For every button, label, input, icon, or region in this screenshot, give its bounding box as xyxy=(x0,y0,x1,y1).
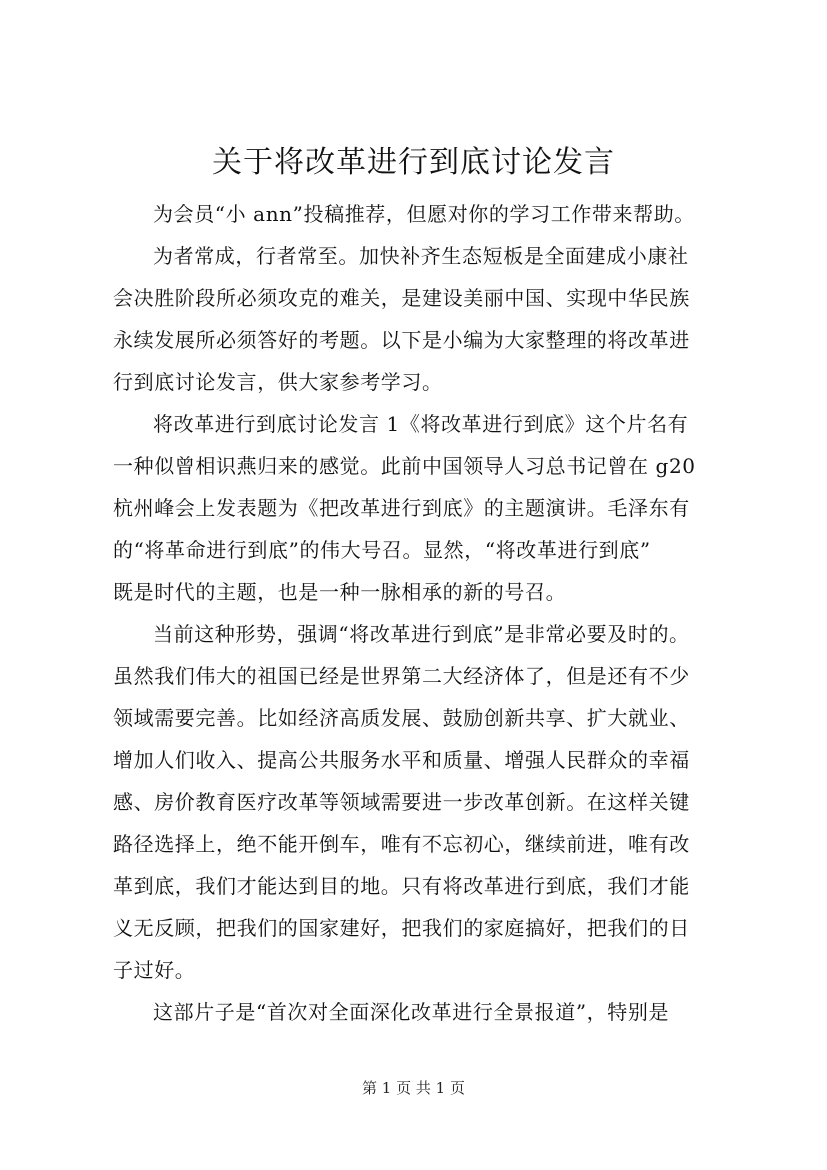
paragraph-line: 路径选择上，绝不能开倒车，唯有不忘初心，继续前进，唯有改 xyxy=(113,832,690,856)
paragraph-line: 一种似曾相识燕归来的感觉。此前中国领导人习总书记曾在 g20 xyxy=(113,454,696,478)
paragraph-line: 会决胜阶段所必须攻克的难关，是建设美丽中国、实现中华民族 xyxy=(113,286,690,310)
paragraph-line: 领域需要完善。比如经济高质发展、鼓励创新共享、扩大就业、 xyxy=(113,706,690,730)
paragraph-line: 永续发展所必须答好的考题。以下是小编为大家整理的将改革进 xyxy=(113,328,690,352)
paragraph-line: 既是时代的主题，也是一种一脉相承的新的号召。 xyxy=(113,580,567,604)
paragraph-3 xyxy=(113,403,715,613)
paragraph-line: 虽然我们伟大的祖国已经是世界第二大经济体了，但是还有不少 xyxy=(113,664,690,688)
paragraph-line: 将改革进行到底讨论发言 1《将改革进行到底》这个片名有 xyxy=(153,412,689,436)
paragraph-line: 杭州峰会上发表题为《把改革进行到底》的主题演讲。毛泽东有 xyxy=(113,496,690,520)
paragraph-line: 行到底讨论发言，供大家参考学习。 xyxy=(113,370,443,394)
paragraph-line: 这部片子是“首次对全面深化改革进行全景报道”，特别是 xyxy=(153,1000,670,1024)
paragraph-line: 子过好。 xyxy=(113,958,196,982)
paragraph-line: 感、房价教育医疗改革等领域需要进一步改革创新。在这样关键 xyxy=(113,790,690,814)
paragraph-4 xyxy=(113,613,715,991)
document-title: 关于将改革进行到底讨论发言 xyxy=(212,145,615,180)
paragraph-line: 为会员“小 ann”投稿推荐，但愿对你的学习工作带来帮助。 xyxy=(153,202,695,226)
paragraph-line: 革到底，我们才能达到目的地。只有将改革进行到底，我们才能 xyxy=(113,874,690,898)
paragraph-line: 的“将革命进行到底”的伟大号召。显然，“将改革进行到底” xyxy=(113,538,651,562)
paragraph-line: 义无反顾，把我们的国家建好，把我们的家庭搞好，把我们的日 xyxy=(113,916,690,940)
paragraph-5 xyxy=(113,991,715,1033)
paragraph-line: 增加人们收入、提高公共服务水平和质量、增强人民群众的幸福 xyxy=(113,748,690,772)
page-footer: 第 1 页 共 1 页 xyxy=(362,1079,465,1097)
paragraph-1 xyxy=(113,193,715,235)
paragraph-line: 当前这种形势，强调“将改革进行到底”是非常必要及时的。 xyxy=(153,622,690,646)
paragraph-line: 为者常成，行者常至。加快补齐生态短板是全面建成小康社 xyxy=(153,244,689,268)
paragraph-2 xyxy=(113,235,715,403)
